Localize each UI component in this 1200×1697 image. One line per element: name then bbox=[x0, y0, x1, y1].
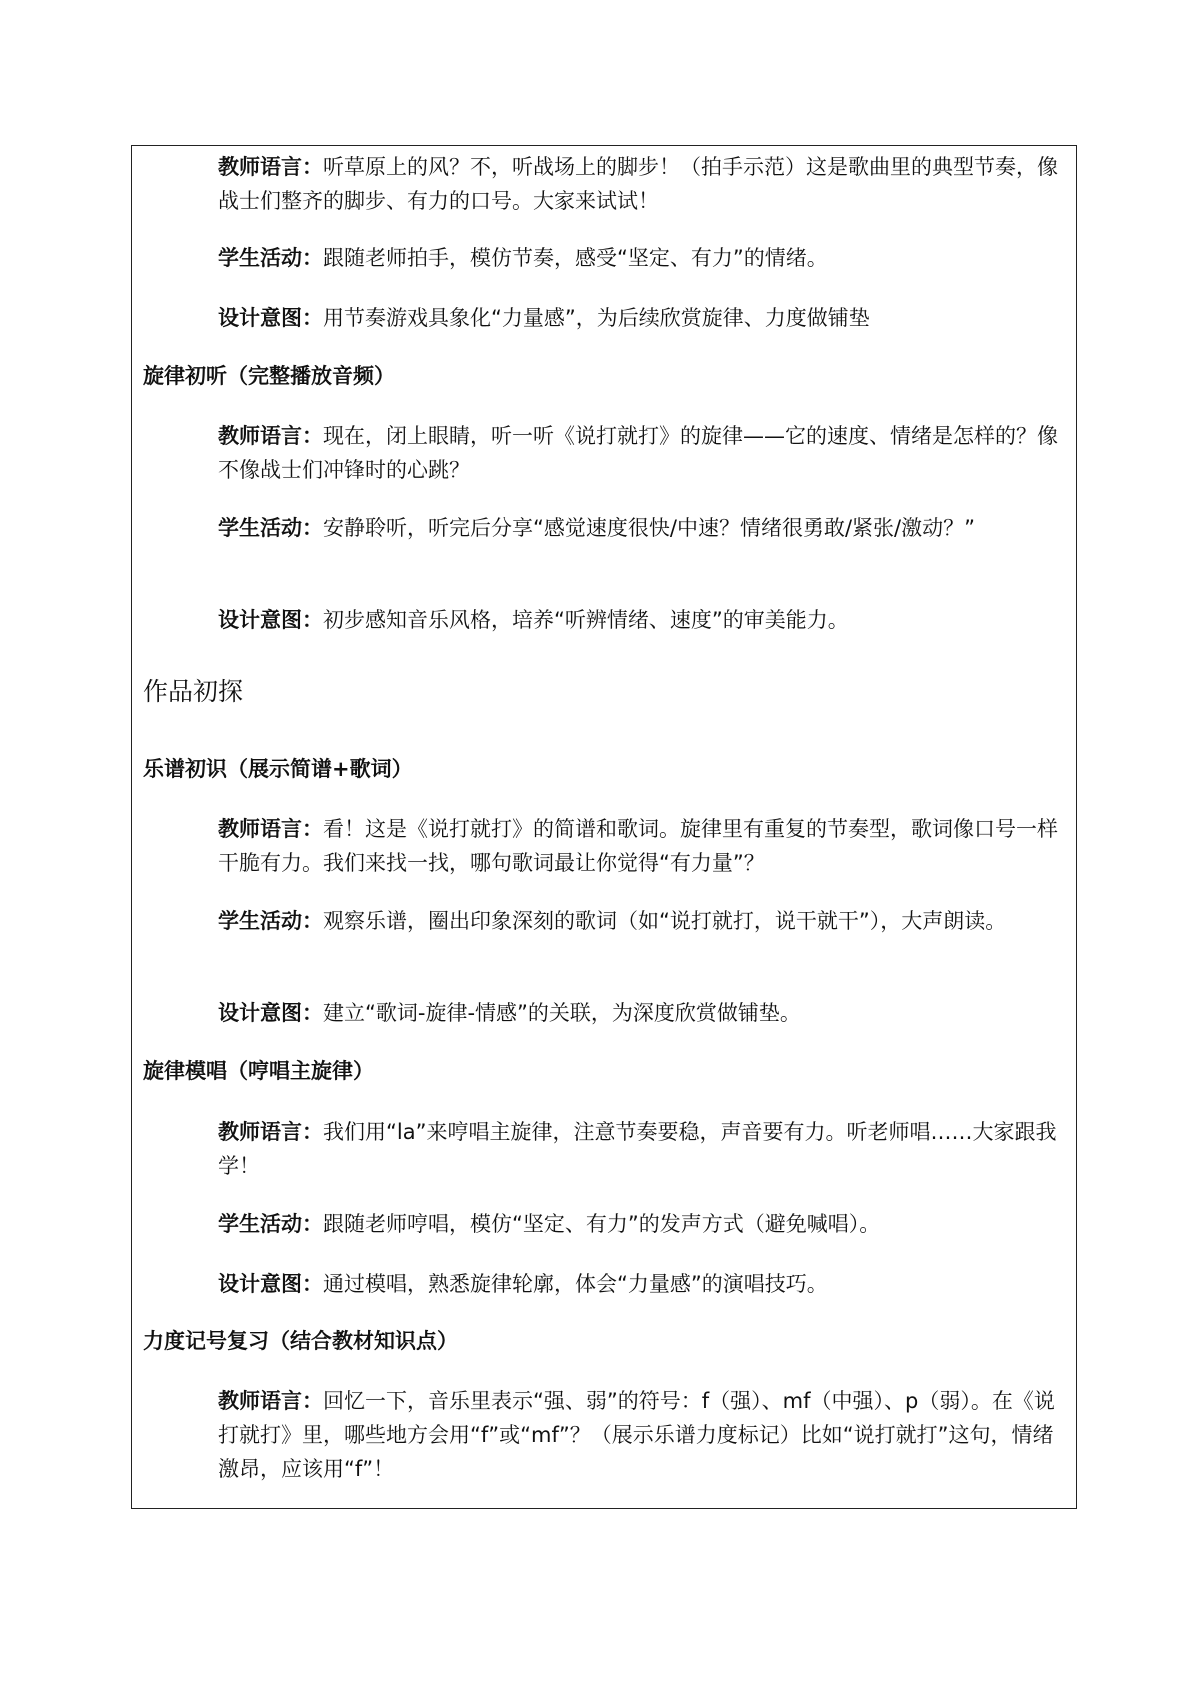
paragraph-label: 学生活动： bbox=[218, 516, 323, 540]
teacher-speech-paragraph bbox=[218, 1115, 1068, 1183]
subheading-score-intro: 乐谱初识（展示简谱+歌词） bbox=[143, 757, 413, 781]
paragraph-label: 教师语言： bbox=[218, 1389, 323, 1413]
paragraph-text: 用节奏游戏具象化“力量感”，为后续欣赏旋律、力度做铺垫 bbox=[323, 306, 870, 330]
teacher-speech-paragraph bbox=[218, 150, 1068, 218]
teacher-speech-paragraph bbox=[218, 812, 1068, 880]
paragraph-text: 现在，闭上眼睛，听一听《说打就打》的旋律——它的速度、情绪是怎样的？像不像战士们冲锋时的心跳？ bbox=[218, 424, 1058, 482]
paragraph-text: 我们用“la”来哼唱主旋律，注意节奏要稳，声音要有力。听老师唱……大家跟我学！ bbox=[218, 1120, 1057, 1178]
student-activity-paragraph bbox=[218, 511, 1068, 545]
subheading-melody-first-listen: 旋律初听（完整播放音频） bbox=[143, 364, 395, 388]
paragraph-text: 通过模唱，熟悉旋律轮廓，体会“力量感”的演唱技巧。 bbox=[323, 1272, 828, 1296]
paragraph-text: 跟随老师拍手，模仿节奏，感受“坚定、有力”的情绪。 bbox=[323, 246, 828, 270]
design-intent-paragraph bbox=[218, 301, 1068, 335]
subheading-dynamics-review: 力度记号复习（结合教材知识点） bbox=[143, 1329, 458, 1353]
paragraph-text: 安静聆听，听完后分享“感觉速度很快/中速？情绪很勇敢/紧张/激动？” bbox=[323, 516, 975, 540]
student-activity-paragraph bbox=[218, 241, 1068, 275]
paragraph-text: 跟随老师哼唱，模仿“坚定、有力”的发声方式（避免喊唱）。 bbox=[323, 1212, 881, 1236]
paragraph-label: 设计意图： bbox=[218, 608, 323, 632]
section-heading-work-exploration: 作品初探 bbox=[143, 677, 244, 706]
teacher-speech-paragraph bbox=[218, 419, 1068, 487]
teacher-speech-paragraph bbox=[218, 1384, 1068, 1486]
design-intent-paragraph bbox=[218, 1267, 1068, 1301]
paragraph-label: 设计意图： bbox=[218, 1001, 323, 1025]
paragraph-label: 教师语言： bbox=[218, 155, 323, 179]
paragraph-text: 看！这是《说打就打》的简谱和歌词。旋律里有重复的节奏型，歌词像口号一样干脆有力。我们来找一找，哪句歌词最让你觉得“有力量”？ bbox=[218, 817, 1058, 875]
paragraph-label: 设计意图： bbox=[218, 1272, 323, 1296]
student-activity-paragraph bbox=[218, 904, 1068, 938]
subheading-melody-humming: 旋律模唱（哼唱主旋律） bbox=[143, 1059, 374, 1083]
paragraph-text: 建立“歌词-旋律-情感”的关联，为深度欣赏做铺垫。 bbox=[323, 1001, 801, 1025]
paragraph-label: 学生活动： bbox=[218, 246, 323, 270]
design-intent-paragraph bbox=[218, 996, 1068, 1030]
paragraph-text: 观察乐谱，圈出印象深刻的歌词（如“说打就打，说干就干”），大声朗读。 bbox=[323, 909, 1007, 933]
paragraph-label: 学生活动： bbox=[218, 1212, 323, 1236]
paragraph-text: 初步感知音乐风格，培养“听辨情绪、速度”的审美能力。 bbox=[323, 608, 849, 632]
paragraph-text: 回忆一下，音乐里表示“强、弱”的符号：f（强）、mf（中强）、p（弱）。在《说打就打》里，哪些地方会用“f”或“mf”？（展示乐谱力度标记）比如“说打就打”这句，情绪激昂，应该用“f”！ bbox=[218, 1389, 1055, 1481]
design-intent-paragraph bbox=[218, 603, 1068, 637]
paragraph-label: 设计意图： bbox=[218, 306, 323, 330]
paragraph-label: 学生活动： bbox=[218, 909, 323, 933]
paragraph-label: 教师语言： bbox=[218, 424, 323, 448]
student-activity-paragraph bbox=[218, 1207, 1068, 1241]
paragraph-label: 教师语言： bbox=[218, 1120, 323, 1144]
paragraph-label: 教师语言： bbox=[218, 817, 323, 841]
paragraph-text: 听草原上的风？不，听战场上的脚步！（拍手示范）这是歌曲里的典型节奏，像战士们整齐的脚步、有力的口号。大家来试试！ bbox=[218, 155, 1058, 213]
